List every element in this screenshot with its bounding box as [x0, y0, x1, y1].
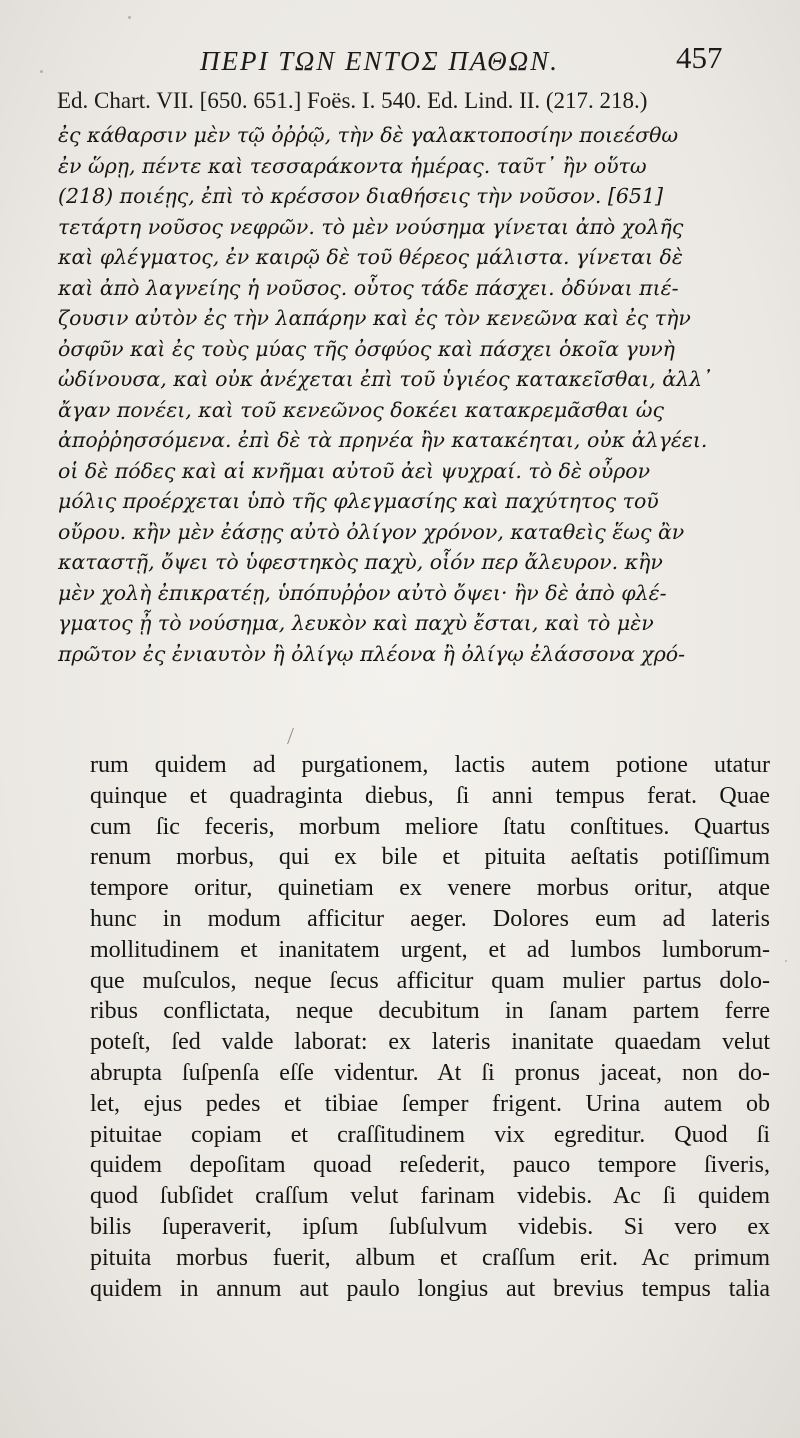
latin-line: pituita morbus fuerit, album et craſſum erit. Ac primum	[90, 1244, 770, 1271]
greek-line: ἐς κάθαρσιν μὲν τῷ ὀῤῥῷ, τὴν δὲ γαλακτοποσίην ποιεέσθω	[58, 123, 679, 147]
greek-text-block	[58, 120, 770, 669]
running-head	[0, 40, 800, 90]
greek-line: τετάρτη νοῦσος νεφρῶν. τὸ μὲν νούσημα γίνεται ἀπὸ χολῆς	[58, 214, 684, 239]
paper-speck	[128, 16, 131, 19]
latin-line: abrupta ſuſpenſa eſſe videntur. At ſi pronus jaceat, non do-	[90, 1059, 770, 1086]
greek-line: μόλις προέρχεται ὑπὸ τῆς φλεγμασίης καὶ παχύτητος τοῦ	[58, 489, 659, 513]
latin-line: tempore oritur, quinetiam ex venere morbus oritur, atque	[90, 875, 770, 902]
latin-line: ribus conflictata, neque decubitum in ſanam partem ferre	[90, 998, 770, 1025]
greek-line: ὠδίνουσα, καὶ οὐκ ἀνέχεται ἐπὶ τοῦ ὑγιέος κατακεῖσθαι, ἀλλ᾽	[58, 367, 713, 391]
latin-line: quinque et quadraginta diebus, ſi anni tempus ferat. Quae	[90, 782, 770, 809]
latin-line: pituitae copiam et craſſitudinem vix egreditur. Quod ſi	[90, 1121, 770, 1148]
greek-line: οὔρου. κἢν μὲν ἐάσῃς αὐτὸ ὀλίγον χρόνον, καταθεὶς ἕως ἂν	[58, 519, 685, 544]
latin-line: mollitudinem et inanitatem urgent, et ad lumbos lumborum-	[90, 936, 770, 963]
greek-line: μὲν χολὴ ἐπικρατέῃ, ὑπόπυῤῥον αὐτὸ ὄψει· ἢν δὲ ἀπὸ φλέ-	[58, 580, 667, 605]
greek-line: οἱ δὲ πόδες καὶ αἱ κνῆμαι αὐτοῦ ἀεὶ ψυχραί. τὸ δὲ οὖρον	[58, 458, 651, 483]
running-title: ΠΕΡΙ ΤΩΝ ΕΝΤΟΣ ΠΑΘΩΝ.	[200, 46, 559, 76]
greek-line: πρῶτον ἐς ἐνιαυτὸν ἢ ὀλίγῳ πλέονα ἢ ὀλίγῳ ἐλάσσονα χρό-	[58, 641, 686, 666]
paper-speck	[40, 70, 43, 73]
latin-line: poteſt, ſed valde laborat: ex lateris inanitate quaedam velut	[90, 1029, 770, 1056]
latin-line: let, ejus pedes et tibiae ſemper frigent. Urina autem ob	[90, 1090, 770, 1117]
greek-line: καὶ ἀπὸ λαγνείης ἡ νοῦσος. οὗτος τάδε πάσχει. ὀδύναι πιέ-	[58, 275, 679, 300]
latin-line: quidem in annum aut paulo longius aut brevius tempus talia	[90, 1275, 770, 1302]
latin-line: cum ſic feceris, morbum meliore ſtatu conſtitues. Quartus	[90, 813, 770, 840]
greek-line: καταστῇ, ὄψει τὸ ὑφεστηκὸς παχὺ, οἷόν περ ἄλευρον. κἢν	[58, 550, 663, 574]
section-divider-mark	[287, 728, 304, 744]
greek-line: ζουσιν αὐτὸν ἐς τὴν λαπάρην καὶ ἐς τὸν κενεῶνα καὶ ἐς τὴν	[58, 306, 691, 330]
paper-speck	[785, 960, 787, 962]
latin-line: quod ſubſidet craſſum velut farinam videbis. Ac ſi quidem	[90, 1183, 770, 1210]
latin-translation-block	[90, 750, 770, 1304]
latin-line: renum morbus, qui ex bile et pituita aeſtatis potiſſimum	[90, 844, 770, 871]
greek-line: ὀσφῦν καὶ ἐς τοὺς μύας τῆς ὀσφύος καὶ πάσχει ὁκοῖα γυνὴ	[58, 336, 675, 361]
greek-line: γματος ᾖ τὸ νούσημα, λευκὸν καὶ παχὺ ἔσται, καὶ τὸ μὲν	[58, 611, 654, 635]
greek-line: ἐν ὥρῃ, πέντε καὶ τεσσαράκοντα ἡμέρας. ταῦτ᾽ ἢν οὕτω	[58, 153, 647, 178]
latin-line: hunc in modum afficitur aeger. Dolores eum ad lateris	[90, 905, 770, 932]
greek-line: καὶ φλέγματος, ἐν καιρῷ δὲ τοῦ θέρεος μάλιστα. γίνεται δὲ	[58, 245, 683, 269]
latin-line: que muſculos, neque ſecus afficitur quam mulier partus dolo-	[90, 967, 770, 994]
edition-reference-line: Ed. Chart. VII. [650. 651.] Foës. I. 540. Ed. Lind. II. (217. 218.)	[57, 88, 648, 113]
greek-line: ἀποῤῥησσόμενα. ἐπὶ δὲ τὰ πρηνέα ἢν κατακέηται, οὐκ ἀλγέει.	[58, 428, 708, 452]
latin-line: quidem depoſitam quoad reſederit, pauco tempore ſiveris,	[90, 1152, 770, 1179]
greek-line: (218) ποιέῃς, ἐπὶ τὸ κρέσσον διαθήσεις τὴν νοῦσον. [651]	[58, 184, 664, 208]
greek-line: ἄγαν πονέει, καὶ τοῦ κενεῶνος δοκέει κατακρεμᾶσθαι ὡς	[58, 397, 664, 422]
page-number: 457	[676, 40, 723, 75]
latin-line: bilis ſuperaverit, ipſum ſubſulvum videbis. Si vero ex	[90, 1213, 770, 1240]
latin-line: rum quidem ad purgationem, lactis autem potione utatur	[90, 752, 770, 778]
